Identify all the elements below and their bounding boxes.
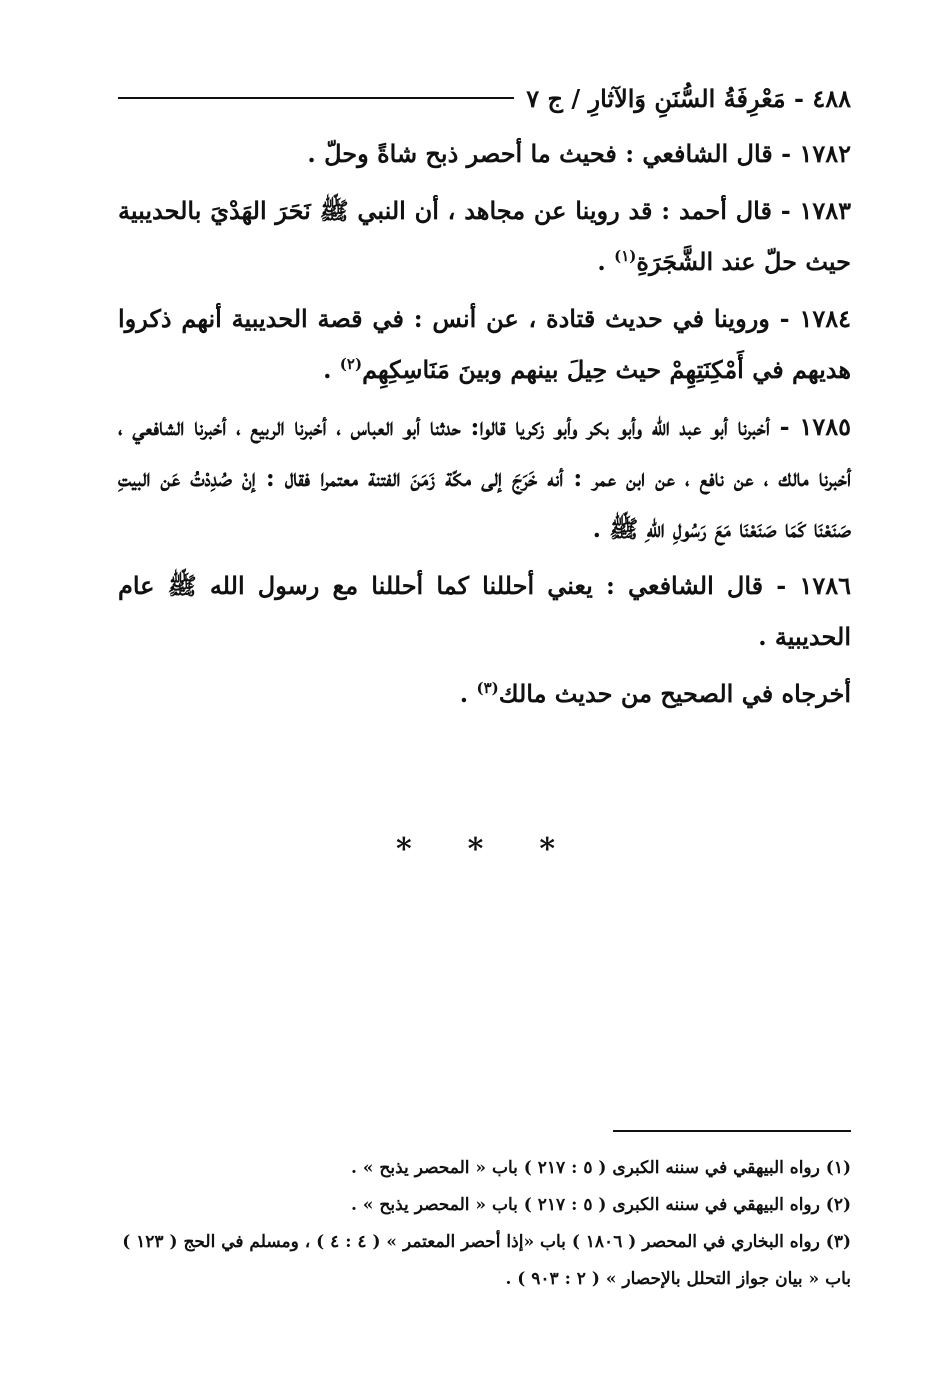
running-title: ٤٨٨ - مَعْرِفَةُ السُّنَنِ وَالآثارِ / ج ٧ [526, 83, 851, 113]
paragraph-tail: . [459, 679, 477, 708]
paragraph-text: ١٧٨٥ - أخبرنا أبو عبد الله وأبو بكر وأبو زكريا قالوا: حدثنا أبو العباس ، أخبرنا الربيع ، أخبرنا الشافعي ، أخبرنا مالك ، عن نافع ، عن ابن عمر : أنه خَرَجَ إلى مكّة زَمَنَ الفتنة معتمرا فقال : إنْ صُدِدْتُ عَن البيتِ صَنَعْنَا كَمَا صَنَعْنَا مَعَ رَسُولِ اللهِ ﷺ . [118, 412, 851, 543]
paragraph-conclusion [118, 668, 851, 719]
header-rule [118, 97, 514, 99]
separator-star: * [539, 832, 556, 867]
paragraph-1782 [118, 128, 851, 179]
footnote-ref-3[interactable]: (٣) [476, 679, 499, 697]
footnotes [108, 1150, 851, 1298]
paragraph-text: أخرجاه في الصحيح من حديث مالك [498, 679, 851, 708]
paragraph-tail: . [597, 247, 615, 276]
footnote-2: (٢) رواه البيهقي في سننه الكبرى ( ٥ : ٢١٧ ) باب « المحصر يذبح » . [351, 1195, 851, 1215]
footnote-ref-2[interactable]: (٢) [339, 355, 363, 373]
paragraph-text: ١٧٨٤ - وروينا في حديث قتادة ، عن أنس : في قصة الحديبية أنهم ذكروا هديهم في أَمْكِنَتِهِمْ حيث حِيلَ بينهم وبينَ مَنَاسِكِهِم [118, 304, 851, 384]
paragraph-tail: . [323, 355, 340, 384]
main-text [118, 128, 851, 725]
paragraph-1783 [118, 185, 851, 287]
paragraph-text: ١٧٨٣ - قال أحمد : قد روينا عن مجاهد ، أن النبي ﷺ نَحَرَ الهَدْيَ بالحديبية حيث حلّ عند الشَّجَرَةِ [118, 196, 851, 276]
paragraph-text: ١٧٨٢ - قال الشافعي : فحيث ما أحصر ذبح شاةً وحلّ . [307, 139, 851, 168]
paragraph-1784 [118, 293, 851, 395]
footnote-3: (٣) رواه البخاري في المحصر ( ١٨٠٦ ) باب «إذا أحصر المعتمر » ( ٤ : ٤ ) ، ومسلم في الحج ( ١٢٣ ) باب « بيان جواز التحلل بالإحصار » ( ٢ : ٩٠٣ ) . [122, 1232, 851, 1289]
separator-star: * [467, 832, 484, 867]
paragraph-text: ١٧٨٦ - قال الشافعي : يعني أحللنا كما أحللنا مع رسول الله ﷺ عام الحديبية . [118, 571, 851, 651]
footnote-ref-1[interactable]: (١) [614, 247, 637, 265]
paragraph-1786 [118, 560, 851, 662]
footnote-rule [613, 1130, 851, 1132]
paragraph-1785 [118, 401, 851, 554]
page-header [118, 78, 851, 118]
footnote-1: (١) رواه البيهقي في سننه الكبرى ( ٥ : ٢١٧ ) باب « المحصر يذبح » . [351, 1158, 851, 1178]
separator-star: * [395, 832, 412, 867]
section-separator [0, 832, 951, 867]
